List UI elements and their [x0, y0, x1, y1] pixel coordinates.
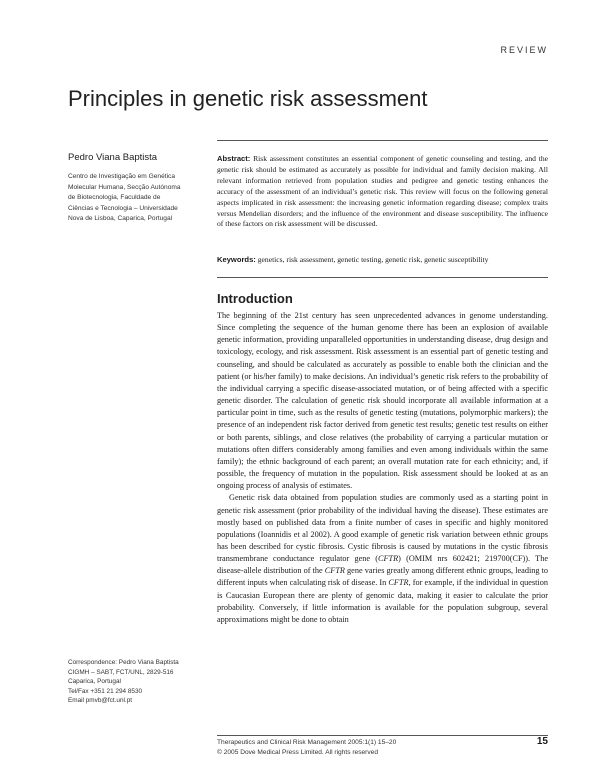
affiliation-line: Nova de Lisboa, Caparica, Portugal — [68, 215, 173, 223]
introduction-body — [217, 310, 548, 626]
footer-divider — [217, 735, 548, 736]
abstract-label: Abstract: — [217, 154, 251, 163]
correspondence-line: Caparica, Portugal — [68, 678, 121, 686]
footer-copyright: © 2005 Dove Medical Press Limited. All rights reserved — [217, 748, 378, 756]
affiliation-line: de Biotecnologia, Faculdade de — [68, 194, 161, 202]
introduction-heading: Introduction — [217, 291, 293, 306]
correspondence — [68, 658, 213, 706]
abstract — [217, 154, 548, 230]
article-title: Principles in genetic risk assessment — [68, 86, 428, 111]
correspondence-line: Correspondence: Pedro Viana Baptista — [68, 659, 179, 666]
keywords — [217, 255, 548, 266]
affiliation-line: Centro de Investigação em Genética — [68, 173, 176, 180]
affiliation-line: Ciências e Tecnologia – Universidade — [68, 204, 178, 212]
abstract-bottom-divider — [217, 277, 548, 278]
affiliation-line: Molecular Humana, Secção Autónoma — [68, 183, 181, 191]
author-name: Pedro Viana Baptista — [68, 152, 158, 163]
correspondence-line: Email pmvb@fct.unl.pt — [68, 697, 133, 705]
gene-name: CFTR — [388, 578, 409, 588]
correspondence-line: Tel/Fax +351 21 294 8530 — [68, 687, 143, 695]
body-paragraph — [217, 492, 548, 626]
correspondence-line: CIGMH – SABT, FCT/UNL, 2829-516 — [68, 668, 174, 676]
author-affiliation — [68, 172, 213, 225]
footer — [217, 738, 517, 757]
keywords-text: genetics, risk assessment, genetic testing, genetic risk, genetic susceptibility — [257, 255, 489, 264]
body-text: gene varies greatly among different ethnic groups, leading to different inputs when calculating risk of disease. In — [217, 566, 548, 588]
keywords-label: Keywords: — [217, 255, 256, 264]
footer-journal: Therapeutics and Clinical Risk Management 2005:1(1) 15–20 — [217, 739, 397, 746]
body-paragraph: The beginning of the 21st century has seen unprecedented advances in genome understanding. Since completing the sequence of the human genome there has been an explosion of available genetic information, providing unparalleled opportunities in understanding disease, drug design and toxicology, ecology, and risk assessment. Risk assessment is an essential part of genetic testing and counseling, and should be calculated as accurately as possible to enable both the clinician and the patient (or his/her family) to make decisions. An individual’s genetic risk refers to the probability of the individual carrying a specific disease-associated mutation, or of being affected with a specific genetic disorder. The calculation of genetic risk should incorporate all available information at a particular point in time, such as the results of genetic testing (mutations, polymorphic markers); the presence of an independent risk factor derived from genetic test results; genetic test results on either or both parents, siblings, and close relatives (the probability of carrying a particular mutation or mutations often differs considerably among families and even among individuals within the same family); the ethnic background of each parent; an overall mutation rate for each ethnicity; and, if possible, the frequency of mutation in the population. Risk assessment should be looked at as an ongoing process of analysis of estimates. — [217, 311, 548, 491]
body-text: ) (OMIM nrs 602421; 219700(CF)). The disease-allele distribution of the — [217, 554, 548, 576]
section-label: REVIEW — [500, 45, 548, 55]
gene-name: CFTR — [377, 554, 399, 564]
page-number: 15 — [536, 736, 548, 747]
abstract-top-divider — [217, 140, 548, 141]
body-text: , for example, if the individual in question is Caucasian European there are plenty of genomic data, making it easier to calculate the prior probability. Conversely, if little information is available for the population subgroup, several approximations might be done to obtain — [217, 578, 548, 624]
abstract-text: Risk assessment constitutes an essential component of genetic counseling and testing, and the genetic risk should be estimated as accurately as possible for individual and family decision making. All relevant information retrieved from population studies and pedigree and genetic testing enhances the accuracy of the assessment of an individual’s genetic risk. This review will focus on the following general aspects implicated in risk assessment: the increasing genetic information regarding disease; complex traits versus Mendelian disorders; and the influence of the environment and disease susceptibility. The influence of these factors on risk assessment will be discussed. — [217, 154, 548, 229]
gene-name: CFTR — [324, 566, 345, 576]
body-text: Genetic risk data obtained from population studies are commonly used as a starting point in genetic risk assessment (prior probability of the individual having the disease). These estimates are mostly based on published data from a finite number of cases in specific and highly monitored populations (Ioannidis et al 2002). A good example of genetic risk variation between ethnic groups has been described for cystic fibrosis. Cystic fibrosis is caused by mutations in the cystic fibrosis transmembrane conductance regulator gene ( — [217, 493, 548, 564]
